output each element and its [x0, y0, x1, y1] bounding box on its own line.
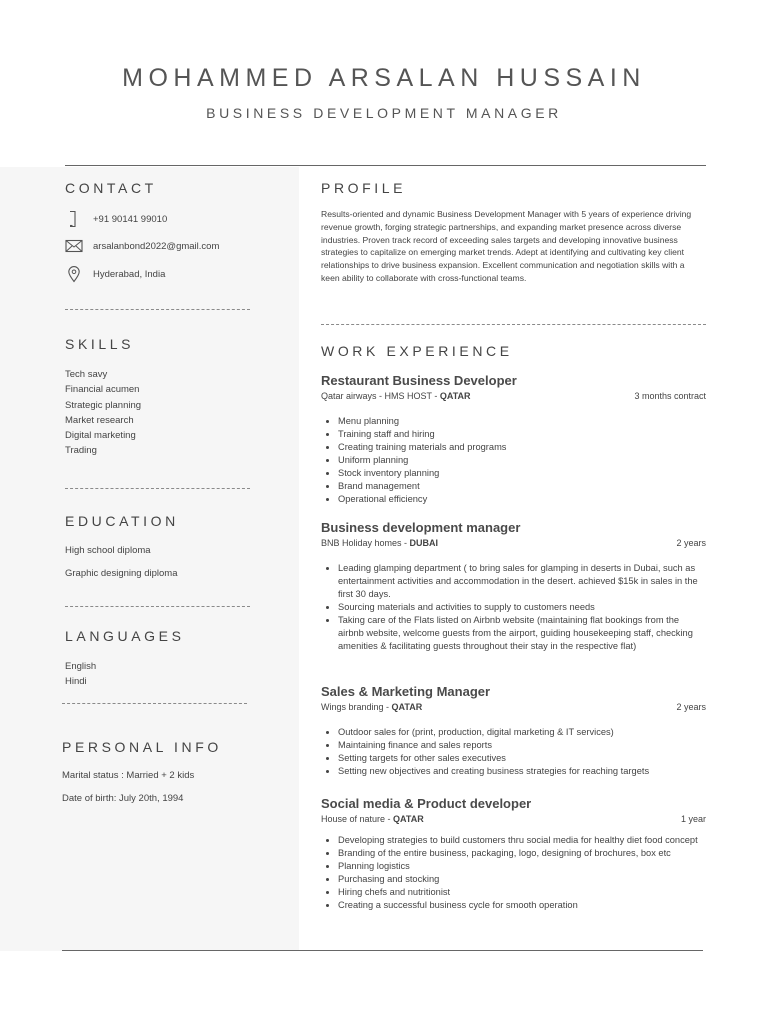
personal-info-heading: PERSONAL INFO — [62, 739, 222, 755]
header-divider — [65, 165, 706, 166]
skill-item: Market research — [65, 414, 134, 426]
skill-item: Digital marketing — [65, 430, 136, 442]
candidate-title: BUSINESS DEVELOPMENT MANAGER — [206, 105, 562, 121]
job-title: Restaurant Business Developer — [321, 373, 517, 388]
date-of-birth: Date of birth: July 20th, 1994 — [62, 793, 184, 804]
job-entry — [321, 795, 706, 912]
skills-list — [65, 367, 141, 459]
language-item: Hindi — [65, 676, 87, 688]
job-company: House of nature - QATAR — [321, 814, 424, 824]
sidebar-divider — [65, 488, 250, 489]
job-bullet: • Developing strategies to build customers thru social media for healthy diet food concept — [338, 834, 706, 847]
job-entry — [321, 683, 706, 778]
job-duration: 2 years — [676, 702, 706, 712]
job-bullet: • Leading glamping department ( to bring sales for glamping in deserts in Dubai, such as entertainment activities and accommodation in the desert. achieved $15k in sales in the first 30 days. — [338, 562, 706, 601]
job-title: Social media & Product developer — [321, 796, 532, 811]
skills-heading: SKILLS — [65, 336, 135, 352]
sidebar-divider — [62, 703, 247, 704]
contact-location — [65, 265, 165, 283]
job-location: DUBAI — [409, 538, 439, 548]
job-bullet: • Creating a successful business cycle for smooth operation — [338, 899, 706, 912]
job-bullet: • Purchasing and stocking — [338, 873, 706, 886]
job-bullet: • Uniform planning — [338, 454, 706, 467]
job-bullets — [321, 562, 706, 653]
job-location: QATAR — [391, 702, 423, 712]
job-meta — [321, 700, 706, 714]
sidebar-divider — [65, 606, 250, 607]
job-bullet: • Outdoor sales for (print, production, digital marketing & IT services) — [338, 726, 706, 739]
education-item: Graphic designing diploma — [65, 568, 178, 579]
job-meta — [321, 812, 706, 826]
job-title: Business development manager — [321, 520, 521, 535]
job-location: QATAR — [439, 391, 471, 401]
job-duration: 1 year — [680, 814, 706, 824]
job-bullet: • Operational efficiency — [338, 493, 706, 506]
job-bullets — [321, 834, 706, 912]
language-item: English — [65, 661, 97, 672]
job-bullet: • Setting new objectives and creating business strategies for reaching targets — [338, 765, 706, 778]
job-location: QATAR — [393, 814, 424, 824]
phone-icon — [65, 210, 83, 228]
languages-heading: LANGUAGES — [65, 628, 185, 644]
job-meta — [321, 536, 706, 550]
job-bullets — [321, 415, 706, 506]
skill-item: Financial acumen — [65, 384, 140, 396]
job-duration: 3 months contract — [634, 391, 706, 401]
job-entry — [321, 519, 706, 653]
job-bullet: • Menu planning — [338, 415, 706, 428]
job-entry — [321, 372, 706, 506]
languages-list — [65, 659, 96, 690]
job-bullet: • Creating training materials and programs — [338, 441, 706, 454]
sidebar-divider — [65, 309, 250, 310]
contact-email — [65, 237, 219, 255]
education-heading: EDUCATION — [65, 513, 179, 529]
contact-email-text: arsalanbond2022@gmail.com — [93, 240, 220, 252]
job-bullet: • Branding of the entire business, packaging, logo, designing of brochures, box etc — [338, 847, 706, 860]
contact-location-text: Hyderabad, India — [93, 268, 166, 280]
job-bullet: • Taking care of the Flats listed on Airbnb website (maintaining flat bookings from the airbnb website, welcome guests from the airport, guiding housekeeping staff, checking amenities & facilitating guests throughout their stay in the respective flat) — [338, 614, 706, 653]
contact-heading: CONTACT — [65, 180, 157, 196]
job-company: Qatar airways - HMS HOST - QATAR — [321, 391, 471, 401]
work-experience-heading: WORK EXPERIENCE — [321, 343, 513, 359]
education-item: High school diploma — [65, 545, 151, 556]
job-bullet: • Maintaining finance and sales reports — [338, 739, 706, 752]
contact-phone — [65, 210, 167, 228]
job-duration: 2 years — [676, 538, 706, 548]
job-bullet: • Sourcing materials and activities to supply to customers needs — [338, 601, 706, 614]
profile-summary: Results-oriented and dynamic Business Development Manager with 5 years of experience driving revenue growth, forging strategic partnerships, and expanding market presence across diverse industries. Proven track record of exceeding sales targets and developing innovative business strategies to capitalize on emerging market trends. Adept at identifying and cultivating key client relationships to drive business expansion. Excellent communication and negotiation skills with a keen ability to collaborate with cross-functional teams. — [321, 209, 692, 283]
footer-divider — [62, 950, 703, 951]
job-bullet: • Setting targets for other sales executives — [338, 752, 706, 765]
envelope-icon — [65, 237, 83, 255]
job-bullet: • Planning logistics — [338, 860, 706, 873]
location-pin-icon — [65, 265, 83, 283]
skill-item: Trading — [65, 445, 97, 457]
job-company: Wings branding - QATAR — [321, 702, 423, 712]
contact-phone-text: +91 90141 99010 — [93, 213, 168, 225]
skill-item: Strategic planning — [65, 399, 142, 411]
main-divider — [321, 324, 706, 325]
skill-item: Tech savy — [65, 369, 108, 380]
marital-status: Marital status : Married + 2 kids — [62, 770, 195, 781]
job-bullets — [321, 726, 706, 778]
job-meta — [321, 389, 706, 403]
candidate-name: MOHAMMED ARSALAN HUSSAIN — [122, 64, 646, 92]
sidebar-background — [0, 167, 299, 951]
job-bullet: • Stock inventory planning — [338, 467, 706, 480]
job-bullet: • Brand management — [338, 480, 706, 493]
job-bullet: • Hiring chefs and nutritionist — [338, 886, 706, 899]
job-title: Sales & Marketing Manager — [321, 684, 491, 699]
job-company: BNB Holiday homes - DUBAI — [321, 538, 439, 548]
job-bullet: • Training staff and hiring — [338, 428, 706, 441]
profile-heading: PROFILE — [321, 180, 407, 196]
